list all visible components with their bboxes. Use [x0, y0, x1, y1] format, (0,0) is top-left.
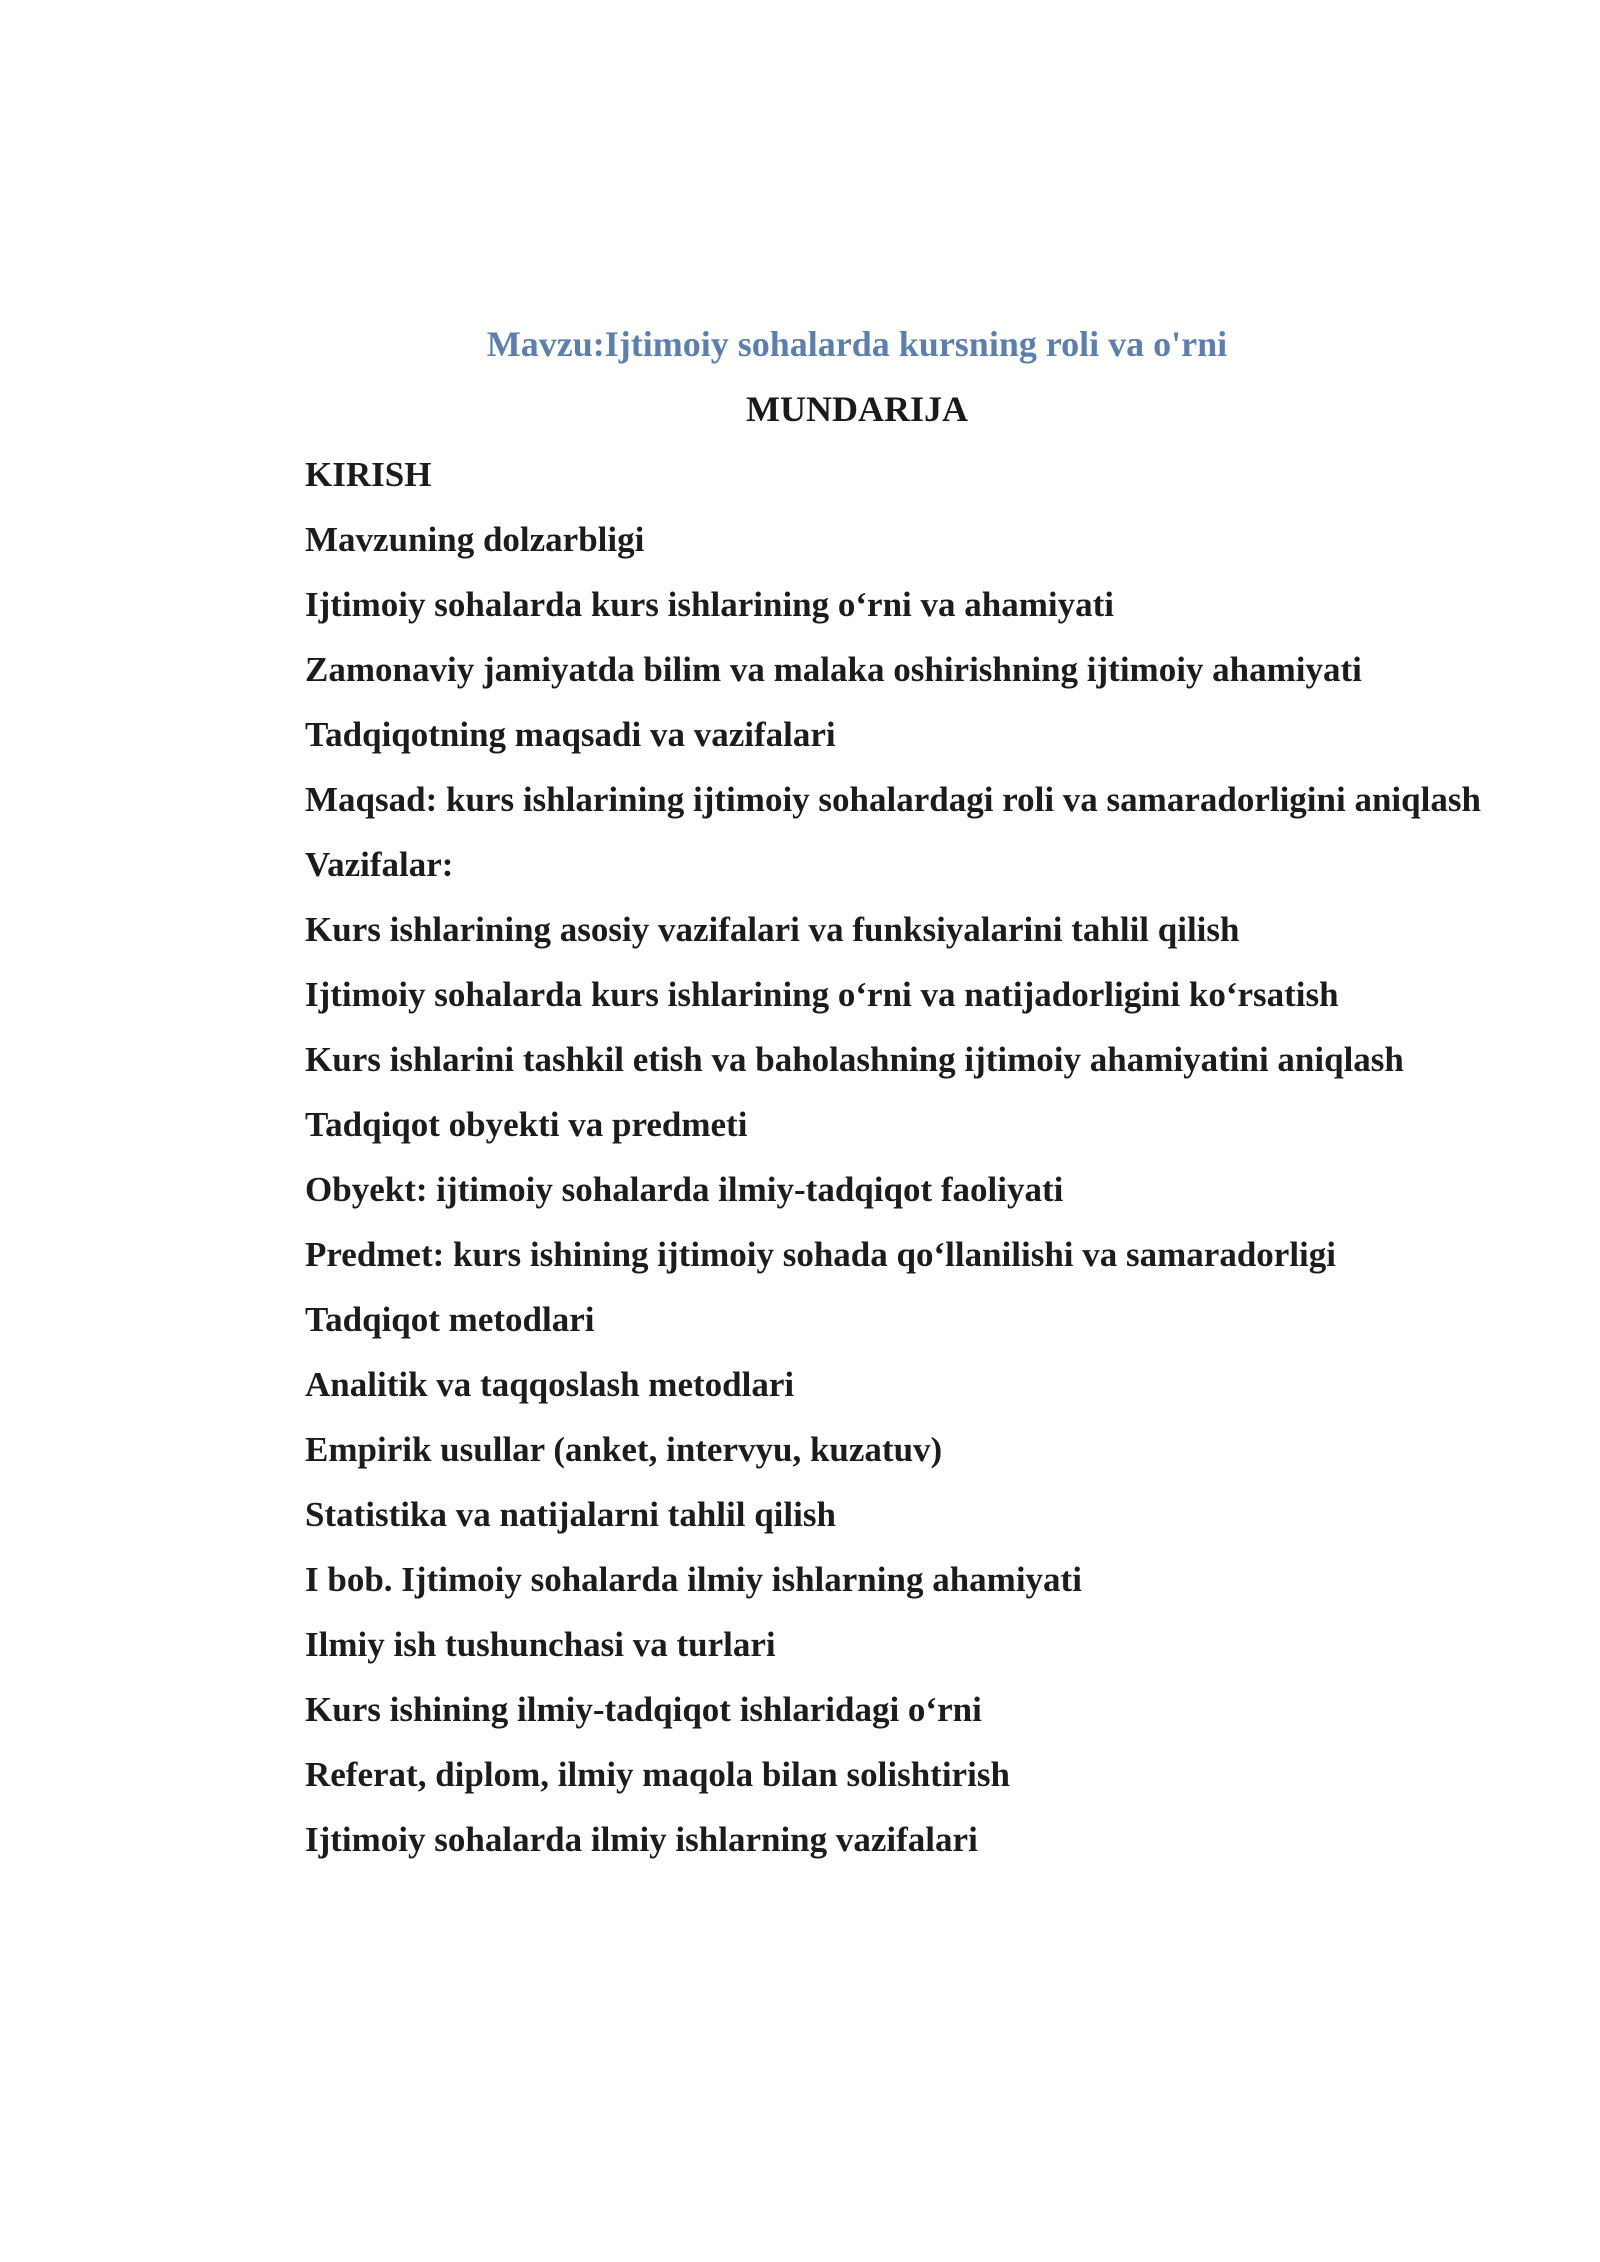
toc-entry: Ijtimoiy sohalarda kurs ishlarining o‘rni va ahamiyati	[305, 585, 1114, 624]
toc-entry: Kurs ishlarini tashkil etish va baholashning ijtimoiy ahamiyatini aniqlash	[305, 1040, 1404, 1079]
toc-entry-object: Obyekt: ijtimoiy sohalarda ilmiy-tadqiqot faoliyati	[305, 1170, 1064, 1209]
toc-entry: Zamonaviy jamiyatda bilim va malaka oshirishning ijtimoiy ahamiyati	[305, 650, 1362, 689]
toc-entry: Tadqiqot obyekti va predmeti	[305, 1105, 748, 1144]
toc-entry-tasks-heading: Vazifalar:	[305, 845, 454, 884]
toc-entry-goal: Maqsad: kurs ishlarining ijtimoiy sohalardagi roli va samaradorligini aniqlash	[305, 780, 1481, 819]
toc-entry: Ijtimoiy sohalarda ilmiy ishlarning vazifalari	[305, 1820, 978, 1859]
toc-entry: Mavzuning dolzarbligi	[305, 520, 645, 559]
toc-entry-introduction: KIRISH	[305, 455, 432, 494]
document-body	[229, 312, 1485, 1872]
toc-entry-chapter-1: I bob. Ijtimoiy sohalarda ilmiy ishlarning ahamiyati	[305, 1560, 1082, 1599]
contents-heading: MUNDARIJA	[746, 389, 968, 429]
toc-entry: Tadqiqotning maqsadi va vazifalari	[305, 715, 836, 754]
toc-entry: Kurs ishlarining asosiy vazifalari va funksiyalarini tahlil qilish	[305, 910, 1240, 949]
toc-entry: Ijtimoiy sohalarda kurs ishlarining o‘rni va natijadorligini ko‘rsatish	[305, 975, 1339, 1014]
toc-entry: Kurs ishining ilmiy-tadqiqot ishlaridagi o‘rni	[305, 1690, 982, 1729]
topic-title: Mavzu:Ijtimoiy sohalarda kursning roli va o'rni	[486, 324, 1228, 364]
toc-entry: Tadqiqot metodlari	[305, 1300, 595, 1339]
toc-entry: Statistika va natijalarni tahlil qilish	[305, 1495, 836, 1534]
toc-entry: Referat, diplom, ilmiy maqola bilan solishtirish	[305, 1755, 1010, 1794]
toc-entry: Ilmiy ish tushunchasi va turlari	[305, 1625, 776, 1664]
toc-entry: Analitik va taqqoslash metodlari	[305, 1365, 795, 1404]
toc-entry: Empirik usullar (anket, intervyu, kuzatuv)	[305, 1430, 943, 1469]
toc-entry-subject: Predmet: kurs ishining ijtimoiy sohada qo‘llanilishi va samaradorligi	[305, 1235, 1336, 1274]
